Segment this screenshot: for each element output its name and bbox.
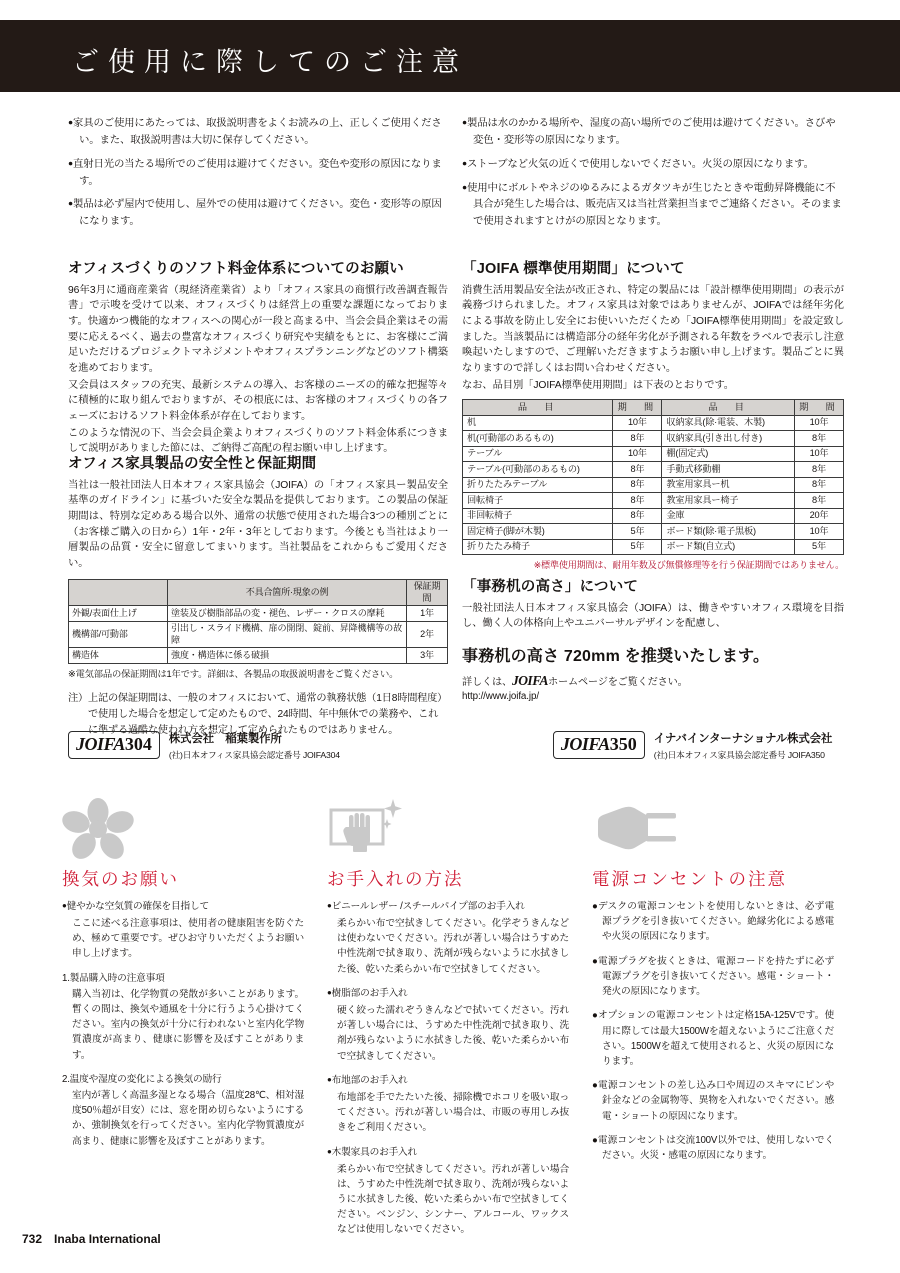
list-item-text: 電源プラグを抜くときは、電源コードを持たずに必ず電源プラグを引き抜いてください。感電・ショート・発火の原因になります。 [598,955,834,998]
joifa-mark-text: JOIFA [560,734,610,754]
table-cell: 机 [463,415,613,431]
table-cell: 機構部/可動部 [69,621,168,648]
table-cell: 8年 [613,493,662,509]
paragraph: 硬く絞った濡れぞうきんなどで拭いてください。汚れが著しい場合には、うすめた中性洗剤で拭き取り、洗剤が残らないように水拭きした後、乾いた柔らかい布で空拭きしてください。 [337,1004,569,1062]
list-item-text: 製品は水のかかる場所や、湿度の高い場所でのご使用は避けてください。さびや変色・変形等の原因になります。 [466,118,836,146]
table-cell: 強度・構造体に係る破損 [168,648,407,663]
desk-height-recommendation: 事務机の高さ 720mm を推奨いたします。 [462,648,770,666]
table-cell: 折りたたみテーブル [463,477,613,493]
section-joifa-period [462,260,844,571]
table-cell: ボード類(自立式) [662,539,795,555]
table-cell: 5年 [795,539,844,555]
table-row [463,431,844,447]
column-title: 換気のお願い [62,869,179,889]
table-cell: 棚(固定式) [662,446,795,462]
bullet-dot-icon: ● [462,181,467,192]
list-item-text: 布地部のお手入れ [331,1074,408,1086]
bullet-dot-icon: ● [592,1010,598,1022]
table-cell: 5年 [613,539,662,555]
table-cell: 8年 [613,462,662,478]
table-cell: 8年 [613,508,662,524]
joifa-badges [68,731,848,761]
bullet-dot-icon: ● [592,955,599,967]
paragraph: 購入当初は、化学物質の発散が多いことがあります。暫くの間は、換気や通風を十分に行うよう心掛けてください。室内の換気が十分に行われないと室内化学物質濃度が高まり、健康に影響を及ぼすことがあります。 [72,988,304,1061]
joifa-mark-number: 304 [124,734,152,754]
table-cell: 10年 [795,415,844,431]
numbered-item: 2.温度や湿度の変化による換気の励行 [62,1073,222,1085]
bullet-dot-icon: ● [592,1080,599,1092]
table-cell: 金庫 [662,508,795,524]
list-item-text: 使用中にボルトやネジのゆるみによるガタツキが生じたときや電動昇降機能に不具合が発生した場合は、販売店又は当社営業担当までご連絡ください。そのままで使用されますとけがの原因となります。 [466,182,842,228]
table-header-cell [69,579,168,606]
table-row [463,462,844,478]
list-item-text: 直射日光の当たる場所でのご使用は避けてください。変色や変形の原因になります。 [72,158,442,187]
warranty-note: 注）上記の保証期間は、一般のオフィスにおいて、通常の執務状態（1日8時間程度）で使用した場合を想定して定めたもので、24時間、年中無休での業務や、これに準ずる過酷な使われ方を想定して定められたものではありません。 [68,693,448,736]
table-cell: 収納家具(引き出し付き) [662,431,795,447]
table-row [463,493,844,509]
column-power-outlet [592,793,834,1247]
list-item-text: ストーブなど火気の近くで使用しないでください。火災の原因になります。 [466,158,814,170]
table-cell: 8年 [613,477,662,493]
table-cell: 構造体 [69,648,168,663]
table-cell: 固定椅子(脚が木製) [463,524,613,540]
table-cell: 10年 [613,415,662,431]
paragraph: 柔らかい布で空拭きしてください。汚れが著しい場合は、うすめた中性洗剤で拭き取り、洗剤が残らないように水拭きした後、乾いた柔らかい布で空拭きしてください。ベンジン、シンナー、アルコール、ワックスなどは使用しないでください。 [337,1163,569,1236]
table-row [69,648,448,663]
table-cell: 外観/表面仕上げ [69,606,168,621]
desk-height-subline [462,673,844,689]
bullet-dot-icon: ● [592,1134,598,1146]
list-item [68,197,446,231]
table-cell: 2年 [407,621,448,648]
table-cell: ボード類(除·電子黒板) [662,524,795,540]
table-cell: 手動式移動棚 [662,462,795,478]
list-item-text: デスクの電源コンセントを使用しないときは、必ず電源プラグを引き抜いてください。絶縁劣化による感電や火災の原因になります。 [598,901,834,943]
bullet-dot-icon: ● [462,157,467,168]
paragraph: 96年3月に通商産業省（現経済産業省）より「オフィス家具の商慣行改善調査報告書」で示唆を受けて以来、オフィスづくりは経営上の重要な課題になっております。快適かつ機能的なオフィスへの関心が一段と高まる中、当会会員企業はその需要に応えるべく、過去の豊富なオフィスづくり研究や実績をもとに、お客様にご満足いただけるプロジェクトマネジメントやオフィスプランニングなどのソフト構築を進めております。 [68,284,448,375]
column-title: 電源コンセントの注意 [592,869,787,889]
list-item [592,954,834,1000]
certification-number: (社)日本オフィス家具協会認定番号 JOIFA350 [653,749,825,760]
paragraph: 消費生活用製品安全法が改正され、特定の製品には「設計標準使用期間」の表示が義務づけられました。オフィス家具は対象ではありませんが、JOIFAでは経年劣化による事故を防止し安全にお使いいただくため「JOIFA標準使用期間」を設定致しました。当該製品には構造部分の経年劣化が予測される年数をラベルで表示し注意喚起いたしますので、ご理解いただきますようお願い申し上げます。製品ごとに異なりますので詳しくはお問い合わせください。 [462,284,844,375]
table-cell: 10年 [795,524,844,540]
list-item-text: ビニールレザー /スチールパイプ部のお手入れ [331,901,525,912]
list-item [327,1073,569,1088]
joifa-badge-350 [553,731,832,761]
table-row [69,606,448,621]
table-header-cell: 品 目 [662,400,795,416]
section-soft-fee [68,260,448,457]
paragraph: 又会員はスタッフの充実、最新システムの導入、お客様のニーズの的確な把握等々に積極的に取り組んでおりますが、その根底には、お客様のオフィスづくりの各フェーズにおけるソフト料金体系が存在しております。 [68,379,448,422]
footer-label: Inaba International [54,1232,161,1246]
joifa-badge-304 [68,731,340,761]
list-item [62,899,304,914]
joifa-badge-text [654,731,833,761]
bullet-dot-icon: ● [68,157,73,168]
section-desk-height [462,578,844,702]
list-item [68,157,446,191]
table-row [463,539,844,555]
table-cell: 机(可動部のあるもの) [463,431,613,447]
list-item-text: 健やかな空気質の確保を目指して [66,901,209,912]
list-item-text: 樹脂部のお手入れ [331,987,408,999]
table-cell: 3年 [407,648,448,663]
table-header-cell: 期 間 [613,400,662,416]
joifa-wordmark: JOIFA [511,673,548,689]
list-item [592,1133,834,1163]
company-name: イナバインターナショナル株式会社 [653,733,833,745]
list-item-text: オプションの電源コンセントは定格15A-125Vです。使用に際しては最大1500Wを超えないようにご注意ください。1500Wを超えて使用されると、火災の原因になります。 [597,1010,835,1067]
paragraph: 当社は一般社団法人日本オフィス家具協会（JOIFA）の「オフィス家具ー製品安全基準のガイドライン」に基づいた安全な製品を提供しております。この製品の保証期間は、特別な定めある場合以外、通常の状態で使用された場合3つの種別ごとに（お客様ご購入の日から）1年・2年・3年としております。今後とも当社はより一層製品の品質・安全に留意してまいります。当社製品をこれからもご愛用ください。 [68,479,448,570]
table-header-cell: 不具合箇所·現象の例 [168,579,407,606]
numbered-item: 1.製品購入時の注意事項 [62,972,165,984]
table-cell: 20年 [795,508,844,524]
table-cell: 引出し・スライド機構、扉の開閉、錠前、昇降機構等の故障 [168,621,407,648]
table-cell: 1年 [407,606,448,621]
section-safety-warranty [68,455,448,739]
table-cell: 8年 [613,431,662,447]
list-item [327,1145,569,1160]
bullet-dot-icon: ● [327,1074,332,1084]
list-item-text: 電源コンセントは交流100V以外では、使用しないでください。火災・感電の原因になります。 [597,1134,834,1162]
column-ventilation [62,793,304,1247]
bottom-guidance-columns [62,793,852,1247]
bullet-dot-icon: ● [62,901,67,910]
paragraph: 室内が著しく高温多湿となる場合（温度28℃、相対湿度50％超が目安）には、窓を閉め切らないようにするか、強制換気を行ってください。室内化学物質濃度が高まり、健康に影響を及ぼすことがあります。 [72,1089,304,1147]
table-cell: 10年 [613,446,662,462]
table-header-row [463,400,844,416]
table-header-cell: 期 間 [795,400,844,416]
table-header-row [69,579,448,606]
list-item [68,116,446,150]
table-cell: 8年 [795,431,844,447]
list-item-text: 家具のご使用にあたっては、取扱説明書をよくお読みの上、正しくご使用ください。また、取扱説明書は大切に保存してください。 [72,118,442,146]
joifa-badge-mark [553,731,645,759]
bullet-dot-icon: ● [592,901,599,912]
list-item-text: 電源コンセントの差し込み口や周辺のスキマにピンや針金などの金属物等、異物を入れないでください。感電・ショートの原因になります。 [598,1080,834,1122]
list-item-text: 製品は必ず屋内で使用し、屋外での使用は避けてください。変色・変形等の原因になります。 [72,199,442,228]
subline-suffix: ホームページをご覧ください。 [547,677,688,689]
list-item [462,181,844,232]
hand-wipe-sparkle-icon [327,793,569,859]
table-cell: 収納家具(除·電装、木製) [662,415,795,431]
table-cell: 5年 [613,524,662,540]
subline-prefix: 詳しくは、 [462,677,512,689]
list-item [327,986,569,1001]
list-item [592,1008,834,1069]
table-cell: 塗装及び樹脂部品の変・褪色、レザー・クロスの摩耗 [168,606,407,621]
paragraph: 柔らかい布で空拭きしてください。化学ぞうきんなどは使わないでください。汚れが著しい場合はうすめた中性洗剤で拭き取り、洗剤が残らないように水拭きした後、乾いた柔らかい布で空拭きしてください。 [337,918,569,975]
table-cell: テーブル(可動部のあるもの) [463,462,613,478]
certification-number: (社)日本オフィス家具協会認定番号 JOIFA304 [168,749,340,760]
warranty-table [68,579,448,664]
table-cell: 8年 [795,493,844,509]
section-heading: 「JOIFA 標準使用期間」について [462,261,685,277]
table-cell: 回転椅子 [463,493,613,509]
table-cell: テーブル [463,446,613,462]
bullet-dot-icon: ● [327,987,332,997]
paragraph: なお、品目別「JOIFA標準使用期間」は下表のとおりです。 [462,379,735,391]
top-notes-left [68,116,446,238]
paragraph: このような情況の下、当会会員企業よりオフィスづくりのソフト料金体系につきまして説明がありました節には、ご納得ご高配の程お願い申し上げます。 [68,427,448,455]
list-item [462,157,844,174]
joifa-mark-number: 350 [609,734,637,754]
paragraph: 布地部を手でたたいた後、掃除機でホコリを吸い取ってください。汚れが著しい場合は、市販の専用しみ抜きをご利用ください。 [337,1091,569,1134]
page-number: 732 [22,1232,43,1246]
table-cell: 非回転椅子 [463,508,613,524]
bullet-dot-icon: ● [462,117,467,127]
table-cell: 教室用家具ー椅子 [662,493,795,509]
table-row [463,508,844,524]
joifa-period-table [462,399,844,555]
list-item-text: 木製家具のお手入れ [331,1146,418,1158]
table-row [69,621,448,648]
table-cell: 8年 [795,462,844,478]
section-heading: オフィス家具製品の安全性と保証期間 [68,456,317,472]
joifa-badge-mark [68,731,160,759]
list-item [327,899,569,914]
fan-flower-icon [62,793,304,859]
table-row [463,415,844,431]
section-heading: オフィスづくりのソフト料金体系についてのお願い [68,261,404,277]
bullet-dot-icon: ● [327,1146,332,1156]
bullet-dot-icon: ● [68,117,73,127]
table-header-cell: 保証期間 [407,579,448,606]
column-cleaning [327,793,569,1247]
bullet-dot-icon: ● [327,901,332,910]
table-cell: 折りたたみ椅子 [463,539,613,555]
column-title: お手入れの方法 [327,869,464,889]
table-cell: 10年 [795,446,844,462]
joifa-badge-text [169,731,340,761]
page-title: ご使用に際してのご注意 [72,47,468,77]
section-heading: 「事務机の高さ」について [462,579,639,595]
table-row [463,524,844,540]
bullet-dot-icon: ● [68,198,73,209]
table-header-cell: 品 目 [463,400,613,416]
paragraph: ここに述べる注意事項は、使用者の健康阻害を防ぐため、極めて重要です。ぜひお守りいただくようお願い申し上げます。 [72,918,304,960]
table-row [463,446,844,462]
table-footnote: ※電気部品の保証期間は1年です。詳細は、各製品の取扱説明書をご覧ください。 [68,668,399,679]
power-plug-icon [592,793,834,859]
table-cell: 8年 [795,477,844,493]
top-notes-right [462,116,844,238]
joifa-table-footnote: ※標準使用期間は、耐用年数及び無償修理等を行う保証期間ではありません。 [533,560,844,571]
list-item [592,1078,834,1124]
joifa-mark-text: JOIFA [76,734,125,754]
list-item [592,899,834,945]
list-item [462,116,844,150]
company-name: 株式会社 稲葉製作所 [168,733,282,745]
paragraph: 一般社団法人日本オフィス家具協会（JOIFA）は、働きやすいオフィス環境を目指し、働く人の体格向上やユニバーサルデザインを配慮し、 [462,602,844,630]
page-footer [22,1232,161,1246]
joifa-website-url[interactable]: http://www.joifa.jp/ [462,691,539,703]
table-row [463,477,844,493]
table-cell: 教室用家具ー机 [662,477,795,493]
